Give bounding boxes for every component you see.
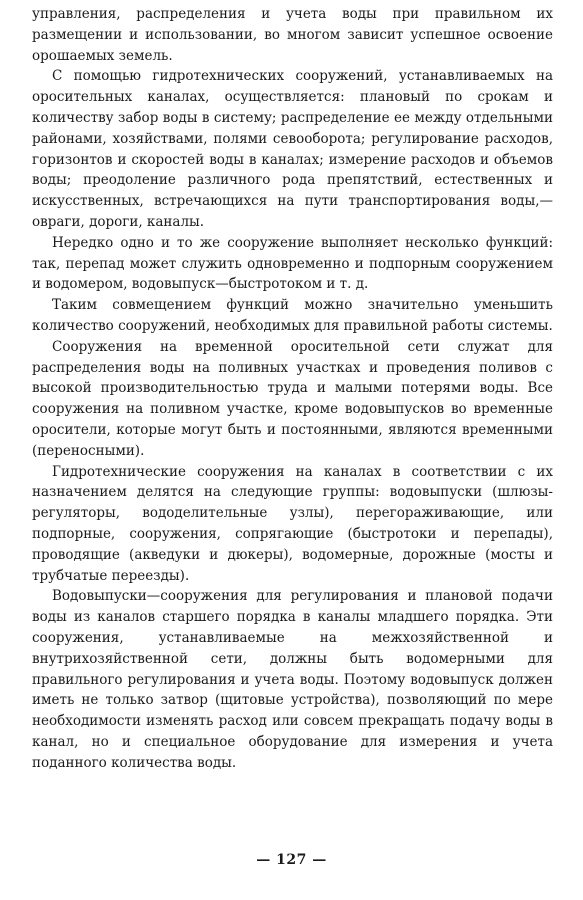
paragraph-4: Таким совмещением функций можно значительно уменьшить количество сооружений, необходимых для правильной работы системы.: [32, 297, 553, 334]
page-number: — 127 —: [256, 852, 327, 868]
paragraph-3: Нередко одно и то же сооружение выполняет несколько функций: так, перепад может служить одновременно и подпорным сооружением и водомером, водовыпуск—быстротоком и т. д.: [32, 234, 553, 293]
paragraph-6: Гидротехнические сооружения на каналах в соответствии с их назначением делятся на следующие группы: водовыпуски (шлюзы-регуляторы, вододелительные узлы), перегораживающие, или подпорные, сооружения, сопрягающие (быстротоки и перепады), проводящие (акведуки и дюкеры), водомерные, дорожные (мосты и трубчатые переезды).: [32, 463, 553, 584]
paragraph-1: управления, распределения и учета воды при правильном их размещении и использовании, во многом зависит успешное освоение орошаемых земель.: [32, 6, 553, 64]
paragraph-2: С помощью гидротехнических сооружений, устанавливаемых на оросительных каналах, осуществляется: плановый по срокам и количеству забор воды в систему; распределение ее между отдельными районами, хозяйствами, полями севооборота; регулирование расходов, горизонтов и скоростей воды в каналах; измерение расходов и объемов воды; преодоление различного рода препятствий, естественных и искусственных, встречающихся на пути транспортирования воды,—овраги, дороги, каналы.: [32, 68, 553, 230]
paragraph-7: Водовыпуски—сооружения для регулирования и плановой подачи воды из каналов старшего порядка в каналы младшего порядка. Эти сооружения, устанавливаемые на межхозяйственной и внутрихозяйственной сети, должны быть водомерными для правильного регулирования и учета воды. Поэтому водовыпуск должен иметь не только затвор (щитовые устройства), позволяющий по мере необходимости изменять расход или совсем прекращать подачу воды в канал, но и специальное оборудование для измерения и учета поданного количества воды.: [32, 588, 553, 771]
paragraph-5: Сооружения на временной оросительной сети служат для распределения воды на поливных участках и проведения поливов с высокой производительностью труда и малыми потерями воды. Все сооружения на поливном участке, кроме водовыпусков во временные оросители, которые могут быть и постоянными, являются временными (переносными).: [32, 338, 553, 459]
